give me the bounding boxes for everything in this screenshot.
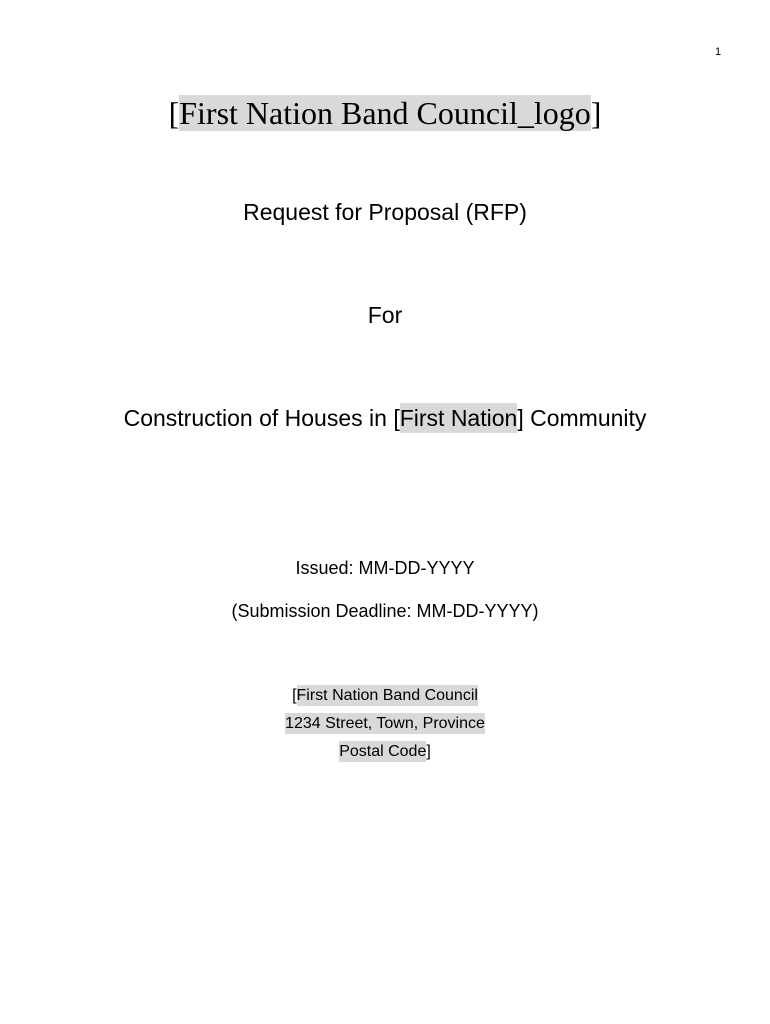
submission-deadline: (Submission Deadline: MM-DD-YYYY) [231, 601, 539, 621]
page-number: 1 [714, 46, 722, 58]
address-line-2 [0, 710, 770, 738]
issued-date: Issued: MM-DD-YYYY [295, 558, 475, 578]
address-bracket-close: ] [426, 743, 431, 760]
address-line-3 [0, 738, 770, 766]
address-organization: First Nation Band Council [296, 687, 478, 704]
project-title-prefix: Construction of Houses in [123, 405, 394, 431]
address-bracket-open: [ [292, 687, 297, 704]
logo-bracket-close: ] [590, 95, 602, 131]
address-street: 1234 Street, Town, Province [285, 715, 485, 732]
project-title-bracket-open: [ [393, 405, 400, 431]
project-title [0, 400, 770, 436]
logo-placeholder-text: First Nation Band Council_logo [179, 95, 591, 131]
address-block [0, 682, 770, 766]
address-line-1 [0, 682, 770, 710]
logo-placeholder [0, 92, 770, 134]
project-title-bracket-close: ] [517, 405, 524, 431]
address-postal-code: Postal Code [339, 743, 427, 760]
for-label: For [367, 302, 403, 328]
project-title-suffix: Community [523, 405, 647, 431]
rfp-title: Request for Proposal (RFP) [243, 199, 527, 225]
logo-bracket-open: [ [168, 95, 180, 131]
project-title-placeholder: First Nation [399, 405, 518, 431]
